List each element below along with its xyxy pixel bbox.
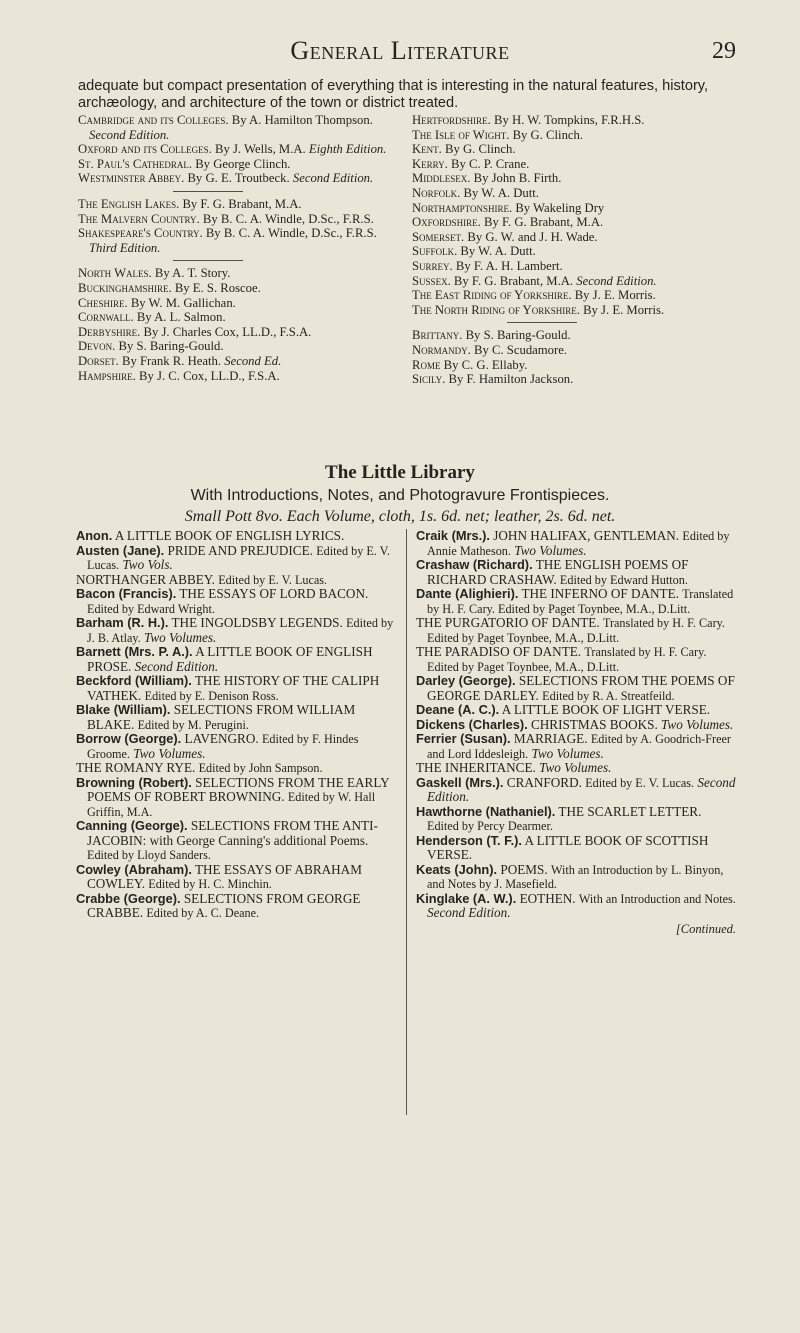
book-editor: Edited by J. B. Atlay.: [87, 616, 394, 645]
guide-place: Brittany.: [412, 328, 463, 343]
guide-place: Cambridge and its Colleges.: [78, 113, 229, 127]
guide-author: By G. Clinch.: [512, 127, 584, 142]
book-editor: Edited by E. V. Lucas.: [218, 572, 328, 587]
book-editor: Edited by Edward Wright.: [87, 601, 215, 616]
guide-author: By C. P. Crane.: [451, 156, 530, 171]
section-rule: [173, 191, 243, 192]
guide-author: By F. A. H. Lambert.: [455, 258, 563, 273]
guide-author: By George Clinch.: [195, 156, 291, 171]
guide-entry: [412, 128, 732, 143]
book-entry: [76, 674, 396, 703]
book-author: Ferrier (Susan).: [416, 731, 511, 746]
book-title: LAVENGRO.: [184, 731, 259, 746]
guide-entry: [412, 343, 732, 358]
book-author: Barham (R. H.).: [76, 615, 169, 630]
book-title: MARRIAGE.: [513, 731, 588, 746]
guide-place: Oxfordshire.: [412, 215, 481, 230]
book-author: Dante (Alighieri).: [416, 586, 519, 601]
guide-edition: Eighth Edition.: [308, 142, 387, 157]
guide-place: Kerry.: [412, 156, 448, 171]
guide-entry: [412, 201, 732, 216]
book-title: THE ESSAYS OF LORD BACON.: [179, 586, 369, 601]
guide-author: By A. T. Story.: [154, 266, 231, 281]
guide-entry: [78, 212, 400, 227]
book-author: Hawthorne (Nathaniel).: [416, 803, 556, 819]
book-title: A LITTLE BOOK OF LIGHT VERSE.: [501, 702, 711, 717]
guide-place: Middlesex.: [412, 171, 471, 186]
guide-author: By B. C. A. Windle, D.Sc., F.R.S.: [202, 211, 374, 226]
guide-place: Dorset.: [78, 353, 119, 368]
book-editor: Edited by W. Hall Griffin, M.A.: [87, 790, 376, 819]
guide-entry: [412, 142, 732, 157]
book-entry: [416, 732, 736, 761]
book-editor: Edited by Lloyd Sanders.: [87, 848, 211, 862]
book-author: Browning (Robert).: [76, 774, 192, 790]
book-title: THE ROMANY RYE.: [76, 760, 196, 775]
book-title: A LITTLE BOOK OF SCOTTISH VERSE.: [427, 832, 709, 862]
guide-entry: [78, 113, 400, 142]
book-author: Kinglake (A. W.).: [416, 890, 517, 906]
guide-entry: [78, 325, 400, 340]
guide-author: By E. S. Roscoe.: [174, 280, 261, 295]
guide-entry: [412, 244, 732, 259]
guide-column-right: [412, 113, 732, 387]
guide-author: By F. G. Brabant, M.A.: [182, 196, 302, 211]
guide-entry: [412, 358, 732, 373]
book-entry: [76, 529, 396, 544]
book-editor: With an Introduction by L. Binyon, and Notes by J. Masefield.: [427, 862, 724, 891]
column-divider: [406, 529, 407, 1115]
library-column-right: [416, 529, 736, 937]
book-entry: [76, 544, 396, 573]
book-author: Bacon (Francis).: [76, 586, 177, 601]
guide-author: By S. Baring-Gould.: [465, 328, 571, 343]
book-note: Second Edition.: [427, 774, 736, 804]
book-author: Craik (Mrs.).: [416, 528, 490, 543]
book-title: A LITTLE BOOK OF ENGLISH LYRICS.: [114, 528, 345, 543]
book-title: NORTHANGER ABBEY.: [76, 571, 215, 587]
guide-entry: [412, 303, 732, 318]
guide-place: Kent.: [412, 142, 442, 157]
little-library-list: [76, 529, 736, 1129]
book-author: Darley (George).: [416, 673, 516, 688]
book-title: CRANFORD.: [506, 774, 582, 790]
guide-place: Westminster Abbey.: [78, 171, 185, 186]
book-title: THE PARADISO OF DANTE.: [416, 644, 582, 659]
book-entry: [76, 645, 396, 674]
guide-place: Suffolk.: [412, 244, 458, 259]
book-editor: Edited by John Sampson.: [198, 761, 323, 775]
book-editor: Edited by Percy Dearmer.: [427, 819, 553, 833]
guide-place: St. Paul's Cathedral.: [78, 156, 193, 171]
book-author: Beckford (William).: [76, 673, 192, 688]
guide-author: By S. Baring-Gould.: [118, 339, 224, 354]
guide-place: Rome: [412, 357, 441, 372]
book-title: CHRISTMAS BOOKS.: [530, 716, 658, 732]
book-editor: Edited by Edward Hutton.: [559, 572, 688, 587]
guide-author: By J. C. Cox, LL.D., F.S.A.: [139, 368, 280, 383]
guide-entry: [78, 266, 400, 281]
guide-author: By J. Charles Cox, LL.D., F.S.A.: [143, 324, 312, 339]
book-author: Canning (George).: [76, 818, 188, 833]
guide-place: Derbyshire.: [78, 324, 141, 339]
book-entry: [416, 645, 736, 674]
book-title: THE INHERITANCE.: [416, 760, 536, 775]
book-entry: [76, 776, 396, 820]
book-author: Deane (A. C.).: [416, 702, 500, 717]
page-header: [64, 36, 736, 66]
guide-entry: [412, 171, 732, 186]
book-entry: [76, 587, 396, 616]
book-entry: [76, 863, 396, 892]
guide-entry: [412, 288, 732, 303]
guide-entry: [78, 339, 400, 354]
guide-author: By F. G. Brabant, M.A.: [484, 215, 604, 230]
book-note: Two Volumes.: [133, 745, 206, 761]
guide-place: The North Riding of Yorkshire.: [412, 302, 580, 317]
guide-entry: [412, 157, 732, 172]
guide-entry: [412, 274, 732, 289]
book-author: Gaskell (Mrs.).: [416, 774, 504, 790]
book-title: SELECTIONS FROM THE EARLY POEMS OF ROBERT BROWNING.: [87, 774, 390, 804]
book-entry: [416, 776, 736, 805]
book-title: EOTHEN.: [519, 890, 576, 906]
guide-entry: [412, 230, 732, 245]
little-guides-list: [78, 113, 732, 451]
book-editor: Translated by H. F. Cary. Edited by Paget Toynbee, M.A., D.Litt.: [427, 587, 734, 616]
book-entry: [416, 616, 736, 645]
book-entry: [76, 732, 396, 761]
guide-entry: [78, 226, 400, 255]
book-author: Anon.: [76, 528, 113, 543]
guide-place: Northamptonshire.: [412, 200, 513, 215]
guide-author: By C. G. Ellaby.: [443, 357, 528, 372]
book-editor: Edited by A. Goodrich-Freer and Lord Iddesleigh.: [427, 732, 731, 761]
book-note: Second Edition.: [427, 905, 511, 920]
book-entry: [76, 761, 396, 776]
guide-author: By W. M. Gallichan.: [130, 295, 236, 310]
book-entry: [76, 573, 396, 588]
guide-author: By F. Hamilton Jackson.: [448, 372, 574, 387]
guide-place: Somerset.: [412, 229, 465, 244]
book-entry: [416, 718, 736, 733]
book-title: THE ENGLISH POEMS OF RICHARD CRASHAW.: [427, 557, 689, 587]
book-editor: Edited by F. Hindes Groome.: [87, 732, 359, 761]
guide-author: By A. L. Salmon.: [136, 310, 226, 325]
book-author: Cowley (Abraham).: [76, 861, 192, 877]
guide-place: North Wales.: [78, 266, 152, 281]
guide-author: By H. W. Tompkins, F.R.H.S.: [493, 113, 645, 127]
guide-place: The East Riding of Yorkshire.: [412, 288, 572, 303]
book-editor: Translated by H. F. Cary. Edited by Paget Toynbee, M.A., D.Litt.: [427, 616, 725, 645]
guide-entry: [78, 281, 400, 296]
book-note: Second Edition.: [134, 658, 219, 674]
book-author: Crabbe (George).: [76, 890, 181, 906]
book-title: PRIDE AND PREJUDICE.: [167, 542, 313, 558]
guide-entry: [412, 372, 732, 387]
book-entry: [416, 558, 736, 587]
guide-author: By J. E. Morris.: [583, 302, 665, 317]
book-title: SELECTIONS FROM GEORGE CRABBE.: [87, 890, 361, 920]
guide-author: By B. C. A. Windle, D.Sc., F.R.S.: [205, 226, 377, 241]
guide-entry: [78, 354, 400, 369]
guide-edition: Second Ed.: [224, 353, 282, 368]
book-editor: Edited by E. Denison Ross.: [144, 688, 279, 703]
guide-entry: [412, 113, 732, 128]
guide-place: Cheshire.: [78, 295, 128, 310]
guide-column-left: [78, 113, 400, 383]
book-editor: Translated by H. F. Cary. Edited by Paget Toynbee, M.A., D.Litt.: [427, 645, 707, 674]
guide-author: By C. Scudamore.: [474, 342, 568, 357]
guide-entry: [412, 328, 732, 343]
book-title: SELECTIONS FROM THE ANTI-JACOBIN: with George Canning's additional Poems.: [87, 818, 378, 848]
book-note: Two Volumes.: [514, 542, 587, 558]
book-entry: [416, 805, 736, 834]
guide-author: By J. E. Morris.: [574, 288, 656, 303]
guide-place: Buckinghamshire.: [78, 280, 172, 295]
book-editor: Edited by E. V. Lucas.: [585, 775, 695, 790]
book-entry: [76, 616, 396, 645]
book-title: THE HISTORY OF THE CALIPH VATHEK.: [87, 673, 380, 703]
guide-place: The Malvern Country.: [78, 211, 200, 226]
library-column-left: [76, 529, 396, 921]
book-entry: [416, 761, 736, 776]
book-title: SELECTIONS FROM WILLIAM BLAKE.: [87, 702, 356, 732]
book-title: SELECTIONS FROM THE POEMS OF GEORGE DARLEY.: [427, 673, 735, 703]
book-entry: [416, 674, 736, 703]
book-entry: [416, 703, 736, 718]
book-editor: Edited by E. V. Lucas.: [87, 543, 390, 572]
book-editor: Edited by R. A. Streatfeild.: [542, 688, 675, 703]
section-rule: [507, 322, 577, 323]
guide-author: By John B. Firth.: [473, 171, 562, 186]
guide-author: By F. G. Brabant, M.A.: [453, 273, 574, 288]
book-note: Two Volumes.: [539, 760, 612, 775]
guide-place: Oxford and its Colleges.: [78, 142, 212, 157]
continued-note: [Continued.: [675, 921, 736, 936]
guide-author: By G. E. Troutbeck.: [187, 171, 290, 186]
book-author: Keats (John).: [416, 861, 498, 877]
guide-edition: Second Edition.: [89, 127, 170, 142]
guide-entry: [78, 157, 400, 172]
book-editor: Edited by H. C. Minchin.: [148, 877, 272, 891]
book-entry: [416, 863, 736, 892]
guide-author: By W. A. Dutt.: [463, 185, 539, 200]
guide-place: Hampshire.: [78, 368, 136, 383]
book-editor: Edited by A. C. Deane.: [146, 906, 260, 920]
book-entry: [76, 892, 396, 921]
page-number: 29: [712, 38, 736, 64]
book-title: THE ESSAYS OF ABRAHAM COWLEY.: [87, 861, 362, 891]
book-author: Barnett (Mrs. P. A.).: [76, 644, 193, 659]
guide-place: Sicily.: [412, 372, 446, 387]
book-author: Blake (William).: [76, 702, 171, 717]
guide-entry: [78, 296, 400, 311]
book-note: Two Vols.: [122, 557, 173, 572]
guide-place: Cornwall.: [78, 310, 134, 325]
book-author: Dickens (Charles).: [416, 716, 528, 732]
guide-entry: [412, 186, 732, 201]
section-title: The Little Library: [325, 462, 475, 483]
book-editor: Edited by M. Perugini.: [137, 717, 249, 732]
guide-edition: Second Edition.: [576, 273, 657, 288]
guide-author: By G. W. and J. H. Wade.: [467, 229, 598, 244]
guide-place: Normandy.: [412, 342, 471, 357]
book-note: Two Volumes.: [661, 716, 734, 732]
section-subtitle: With Introductions, Notes, and Photogravure Frontispieces.: [190, 487, 610, 504]
book-title: THE INGOLDSBY LEGENDS.: [171, 615, 343, 630]
book-title: THE PURGATORIO OF DANTE.: [416, 615, 600, 630]
guide-edition: Third Edition.: [89, 240, 161, 255]
guide-entry: [78, 197, 400, 212]
book-entry: [416, 834, 736, 863]
book-entry: [416, 529, 736, 558]
book-note: Two Volumes.: [531, 745, 604, 761]
guide-place: Shakespeare's Country.: [78, 226, 203, 241]
book-entry: [76, 819, 396, 863]
guide-entry: [78, 369, 400, 384]
guide-place: Surrey.: [412, 258, 453, 273]
book-author: Henderson (T. F.).: [416, 832, 522, 848]
guide-author: By Wakeling Dry: [515, 200, 605, 215]
guide-place: The Isle of Wight.: [412, 127, 510, 142]
guide-author: By J. Wells, M.A.: [214, 142, 306, 157]
guide-author: By W. A. Dutt.: [460, 244, 536, 259]
guide-place: Sussex.: [412, 273, 451, 288]
book-author: Borrow (George).: [76, 731, 182, 746]
guide-place: Norfolk.: [412, 185, 461, 200]
book-title: POEMS.: [500, 861, 548, 877]
book-author: Crashaw (Richard).: [416, 557, 533, 572]
guide-place: Hertfordshire.: [412, 113, 491, 127]
book-author: Austen (Jane).: [76, 542, 165, 558]
guide-entry: [412, 215, 732, 230]
guide-entry: [78, 171, 400, 186]
running-head: General Literature: [290, 36, 510, 65]
guide-place: Devon.: [78, 339, 116, 354]
section-price: Small Pott 8vo. Each Volume, cloth, 1s. 6d. net; leather, 2s. 6d. net.: [184, 508, 616, 525]
guide-entry: [412, 259, 732, 274]
guide-author: By G. Clinch.: [445, 142, 516, 157]
guide-place: The English Lakes.: [78, 196, 180, 211]
intro-paragraph: adequate but compact presentation of everything that is interesting in the natural features, history, archæology, and architecture of the town or district treated.: [78, 78, 709, 111]
book-title: JOHN HALIFAX, GENTLEMAN.: [493, 528, 680, 543]
book-title: A LITTLE BOOK OF ENGLISH PROSE.: [87, 644, 373, 674]
book-editor: With an Introduction and Notes.: [578, 891, 736, 906]
guide-entry: [78, 142, 400, 157]
guide-author: By Frank R. Heath.: [122, 353, 222, 368]
book-entry: [416, 587, 736, 616]
book-entry: [416, 892, 736, 921]
guide-entry: [78, 310, 400, 325]
section-rule: [173, 260, 243, 261]
book-entry: [76, 703, 396, 732]
book-title: THE INFERNO OF DANTE.: [521, 586, 679, 601]
guide-edition: Second Edition.: [292, 171, 374, 186]
book-title: THE SCARLET LETTER.: [558, 803, 702, 819]
book-note: Two Volumes.: [144, 629, 217, 645]
guide-author: By A. Hamilton Thompson.: [231, 113, 373, 127]
book-editor: Edited by Annie Matheson.: [427, 529, 730, 558]
